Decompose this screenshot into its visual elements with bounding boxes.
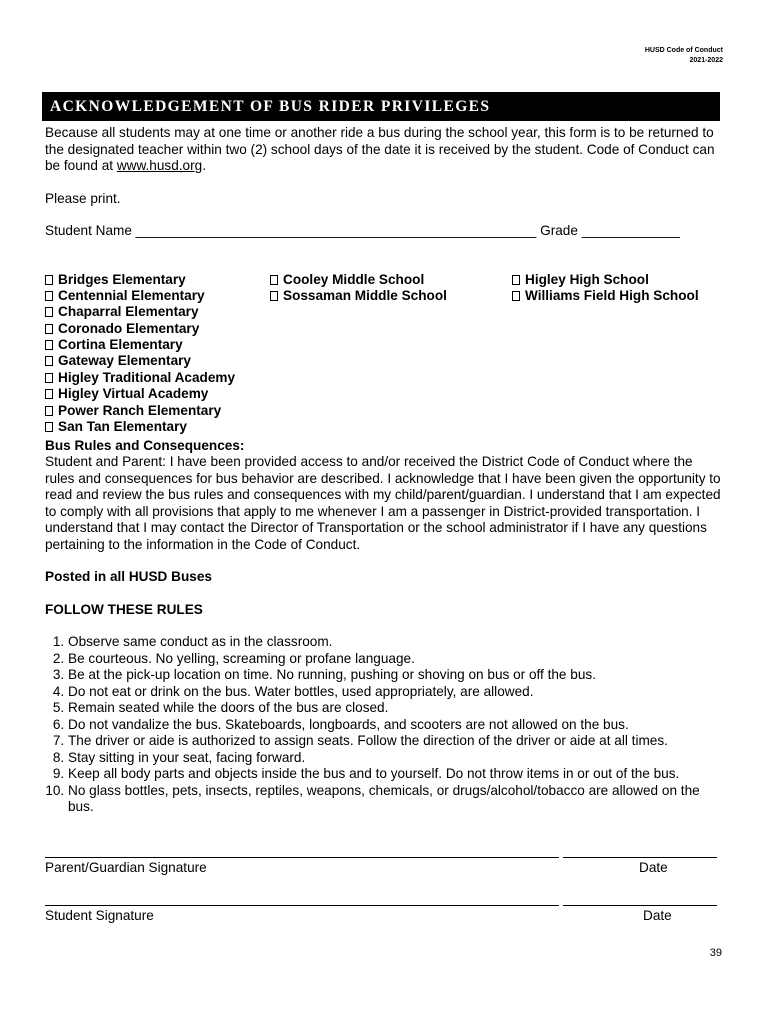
checkbox[interactable] xyxy=(45,291,53,301)
intro-text: Because all students may at one time or another ride a bus during the school year, this form is to be returned to the designated teacher within two (2) school days of the date it is received by the student. Code of Conduct can be found at xyxy=(45,125,715,173)
school-label: Coronado Elementary xyxy=(58,320,200,336)
student-date-line[interactable] xyxy=(563,905,717,906)
intro-paragraph xyxy=(45,125,725,175)
student-signature-label: Student Signature xyxy=(45,908,154,923)
header-doc-title: HUSD Code of Conduct xyxy=(644,47,723,54)
school-column-high xyxy=(512,272,699,305)
bus-rule: 1. Observe same conduct as in the classroom. xyxy=(68,634,725,651)
checkbox[interactable] xyxy=(270,275,278,285)
checkbox[interactable] xyxy=(45,422,53,432)
school-column-elementary xyxy=(45,272,235,436)
school-label: Cooley Middle School xyxy=(283,271,425,287)
checkbox[interactable] xyxy=(512,275,520,285)
intro-end: . xyxy=(202,158,206,173)
bus-rules-list xyxy=(45,634,725,816)
school-option[interactable] xyxy=(45,272,235,288)
parent-signature-line[interactable] xyxy=(45,857,559,858)
header-year: 2021-2022 xyxy=(689,57,723,64)
school-option[interactable] xyxy=(512,288,699,304)
school-label: Higley Traditional Academy xyxy=(58,369,236,385)
bus-rule: 8. Stay sitting in your seat, facing forward. xyxy=(68,750,725,767)
school-label: Gateway Elementary xyxy=(58,353,191,369)
checkbox[interactable] xyxy=(45,324,53,334)
school-label: San Tan Elementary xyxy=(58,419,187,435)
school-column-middle xyxy=(270,272,447,305)
school-option[interactable] xyxy=(45,370,235,386)
checkbox[interactable] xyxy=(45,307,53,317)
school-option[interactable] xyxy=(270,288,447,304)
rules-heading: Bus Rules and Consequences: xyxy=(45,437,245,453)
bus-rule: 4. Do not eat or drink on the bus. Water bottles, used appropriately, are allowed. xyxy=(68,684,725,701)
school-option[interactable] xyxy=(45,337,235,353)
school-option[interactable] xyxy=(512,272,699,288)
school-option[interactable] xyxy=(270,272,447,288)
checkbox[interactable] xyxy=(45,406,53,416)
school-label: Higley High School xyxy=(525,271,649,287)
husd-link[interactable]: www.husd.org xyxy=(116,158,203,173)
student-signature-block xyxy=(45,896,717,923)
school-option[interactable] xyxy=(45,321,235,337)
school-label: Centennial Elementary xyxy=(58,287,205,303)
document-header xyxy=(645,46,723,66)
school-label: Power Ranch Elementary xyxy=(58,402,222,418)
checkbox[interactable] xyxy=(45,389,53,399)
checkbox[interactable] xyxy=(45,340,53,350)
bus-rule: 10. No glass bottles, pets, insects, reptiles, weapons, chemicals, or drugs/alcohol/tobacco are allowed on the bus. xyxy=(68,783,725,816)
checkbox[interactable] xyxy=(45,356,53,366)
school-option[interactable] xyxy=(45,386,235,402)
page-number: 39 xyxy=(709,947,722,959)
bus-rule: 6. Do not vandalize the bus. Skateboards, longboards, and scooters are not allowed on the bus. xyxy=(68,717,725,734)
bus-rule: 7. The driver or aide is authorized to assign seats. Follow the direction of the driver or aide at all times. xyxy=(68,733,725,750)
checkbox[interactable] xyxy=(45,373,53,383)
parent-signature-label: Parent/Guardian Signature xyxy=(45,860,207,875)
school-label: Cortina Elementary xyxy=(58,337,183,353)
school-option[interactable] xyxy=(45,288,235,304)
bus-rule: 5. Remain seated while the doors of the bus are closed. xyxy=(68,700,725,717)
posted-notice: Posted in all HUSD Buses xyxy=(45,569,212,584)
parent-signature-block xyxy=(45,848,717,875)
bus-rule: 2. Be courteous. No yelling, screaming or profane language. xyxy=(68,651,725,668)
school-label: Chaparral Elementary xyxy=(58,304,199,320)
please-print: Please print. xyxy=(45,190,121,206)
school-checklist xyxy=(45,272,725,438)
checkbox[interactable] xyxy=(45,275,53,285)
bus-rule: 3. Be at the pick-up location on time. No running, pushing or shoving on bus or off the bus. xyxy=(68,667,725,684)
school-option[interactable] xyxy=(45,353,235,369)
school-label: Sossaman Middle School xyxy=(283,287,447,303)
form-body xyxy=(45,125,725,816)
follow-rules-heading: FOLLOW THESE RULES xyxy=(45,601,203,617)
school-label: Higley Virtual Academy xyxy=(58,386,209,402)
student-name-grade-line[interactable]: Student Name _____________________________________________________ Grade _____________ xyxy=(45,223,680,238)
parent-date-label: Date xyxy=(639,860,668,875)
student-date-label: Date xyxy=(643,908,672,923)
checkbox[interactable] xyxy=(270,291,278,301)
rules-acknowledgement-text: Student and Parent: I have been provided access to and/or received the District Code of Conduct where the rules and consequences for bus behavior are described. I acknowledge that I have been given the opportunity to read and review the bus rules and consequences with my child/parent/guardian. I understand that I am expected to comply with all provisions that apply to me whenever I am a passenger in District-provided transportation. I understand that I may contact the Director of Transportation or the school administrator if I have any questions pertaining to the information in the Code of Conduct. xyxy=(45,454,721,552)
school-option[interactable] xyxy=(45,304,235,320)
checkbox[interactable] xyxy=(512,291,520,301)
school-option[interactable] xyxy=(45,403,235,419)
school-option[interactable] xyxy=(45,419,235,435)
form-title: ACKNOWLEDGEMENT OF BUS RIDER PRIVILEGES xyxy=(42,92,720,121)
student-signature-line[interactable] xyxy=(45,905,559,906)
parent-date-line[interactable] xyxy=(563,857,717,858)
school-label: Williams Field High School xyxy=(525,287,699,303)
school-label: Bridges Elementary xyxy=(58,271,186,287)
bus-rule: 9. Keep all body parts and objects inside the bus and to yourself. Do not throw items in or out of the bus. xyxy=(68,766,725,783)
